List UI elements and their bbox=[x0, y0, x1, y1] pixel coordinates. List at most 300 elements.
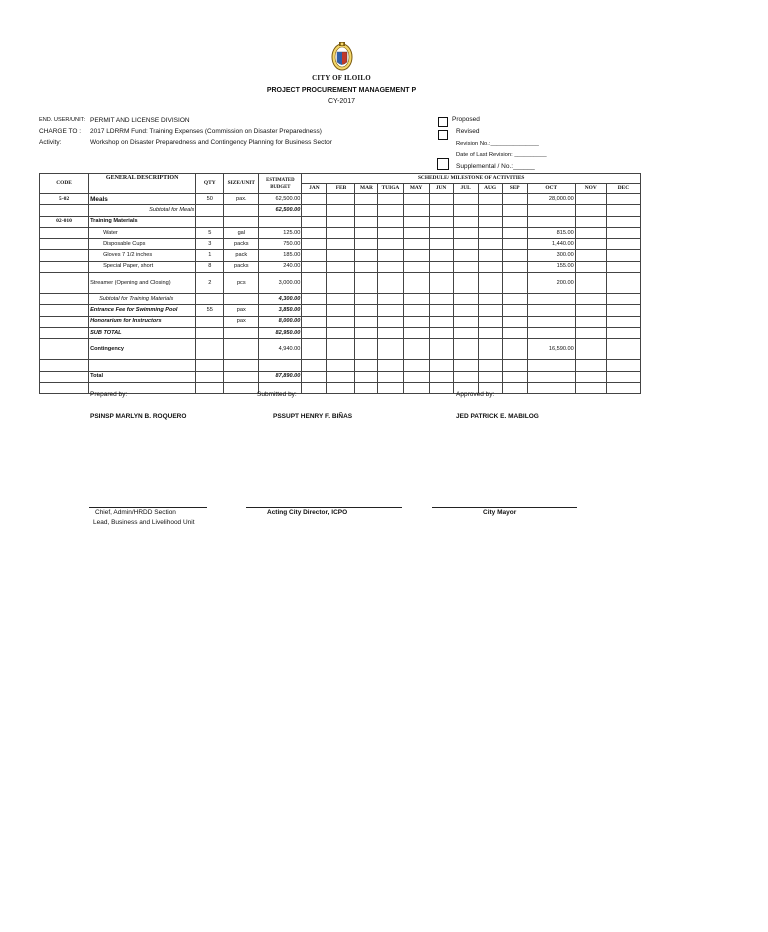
month-cell bbox=[478, 339, 502, 360]
header-qty: QTY bbox=[196, 174, 224, 194]
unit-cell bbox=[224, 205, 259, 216]
month-cell bbox=[478, 261, 502, 272]
unit-cell bbox=[224, 371, 259, 382]
budget-cell: 3,850.00 bbox=[259, 305, 302, 316]
budget-cell: 125.00 bbox=[259, 227, 302, 238]
october-cell bbox=[527, 216, 575, 227]
budget-cell: 82,950.00 bbox=[259, 327, 302, 338]
month-cell bbox=[403, 294, 429, 305]
month-cell bbox=[403, 261, 429, 272]
unit-cell: pax. bbox=[224, 194, 259, 205]
description-cell: Entrance Fee for Swimming Pool bbox=[89, 305, 196, 316]
month-cell bbox=[429, 294, 453, 305]
month-cell bbox=[327, 205, 355, 216]
month-cell bbox=[429, 194, 453, 205]
month-cell bbox=[478, 216, 502, 227]
month-cell bbox=[429, 261, 453, 272]
month-cell bbox=[575, 339, 606, 360]
month-cell bbox=[606, 371, 640, 382]
code-cell bbox=[40, 205, 89, 216]
month-cell bbox=[502, 239, 527, 250]
month-cell bbox=[453, 261, 478, 272]
budget-cell bbox=[259, 216, 302, 227]
month-cell bbox=[302, 382, 327, 393]
month-cell bbox=[575, 316, 606, 327]
month-cell bbox=[403, 216, 429, 227]
month-cell bbox=[429, 250, 453, 261]
submitted-signature-line bbox=[246, 507, 402, 508]
month-cell bbox=[606, 205, 640, 216]
budget-cell: 62,500.00 bbox=[259, 194, 302, 205]
month-cell bbox=[429, 305, 453, 316]
month-cell bbox=[302, 339, 327, 360]
month-cell bbox=[378, 273, 403, 294]
month-cell bbox=[606, 305, 640, 316]
month-cell bbox=[355, 261, 378, 272]
table-row bbox=[40, 294, 641, 305]
code-cell bbox=[40, 239, 89, 250]
month-cell bbox=[302, 273, 327, 294]
unit-cell bbox=[224, 327, 259, 338]
description-cell: Training Materials bbox=[89, 216, 196, 227]
budget-cell bbox=[259, 360, 302, 371]
month-cell bbox=[606, 327, 640, 338]
month-cell bbox=[478, 371, 502, 382]
month-cell bbox=[355, 205, 378, 216]
month-cell bbox=[403, 305, 429, 316]
unit-cell bbox=[224, 360, 259, 371]
budget-cell: 3,000.00 bbox=[259, 273, 302, 294]
month-cell bbox=[502, 360, 527, 371]
description-cell: Special Paper, short bbox=[89, 261, 196, 272]
month-cell bbox=[378, 305, 403, 316]
qty-cell: 50 bbox=[196, 194, 224, 205]
month-cell bbox=[453, 227, 478, 238]
description-cell: Gloves 7 1/2 inches bbox=[89, 250, 196, 261]
end-user-label: END. USER/UNIT: bbox=[39, 117, 85, 123]
month-cell bbox=[355, 382, 378, 393]
code-cell bbox=[40, 371, 89, 382]
month-cell bbox=[453, 371, 478, 382]
header-month: NOV bbox=[575, 184, 606, 194]
month-cell bbox=[478, 239, 502, 250]
unit-cell bbox=[224, 216, 259, 227]
month-cell bbox=[575, 327, 606, 338]
month-cell bbox=[327, 371, 355, 382]
budget-cell: 87,890.00 bbox=[259, 371, 302, 382]
header-budget: ESTIMATED BUDGET bbox=[259, 174, 302, 194]
code-cell bbox=[40, 339, 89, 360]
header-month: MAY bbox=[403, 184, 429, 194]
month-cell bbox=[502, 227, 527, 238]
supplemental-checkbox[interactable] bbox=[437, 158, 449, 170]
month-cell bbox=[355, 371, 378, 382]
month-cell bbox=[403, 273, 429, 294]
october-cell bbox=[527, 360, 575, 371]
header-month: FEB bbox=[327, 184, 355, 194]
table-row bbox=[40, 360, 641, 371]
month-cell bbox=[502, 261, 527, 272]
prepared-by-title-2: Lead, Business and Livelihood Unit bbox=[93, 519, 195, 526]
table-row bbox=[40, 339, 641, 360]
month-cell bbox=[478, 360, 502, 371]
description-cell: Streamer (Opening and Closing) bbox=[89, 273, 196, 294]
month-cell bbox=[429, 227, 453, 238]
qty-cell bbox=[196, 339, 224, 360]
unit-cell: gal bbox=[224, 227, 259, 238]
month-cell bbox=[302, 205, 327, 216]
month-cell bbox=[327, 382, 355, 393]
table-row bbox=[40, 227, 641, 238]
month-cell bbox=[502, 339, 527, 360]
header-month: MAR bbox=[355, 184, 378, 194]
month-cell bbox=[327, 227, 355, 238]
month-cell bbox=[355, 294, 378, 305]
qty-cell: 55 bbox=[196, 305, 224, 316]
month-cell bbox=[302, 294, 327, 305]
month-cell bbox=[302, 327, 327, 338]
month-cell bbox=[327, 316, 355, 327]
qty-cell bbox=[196, 205, 224, 216]
month-cell bbox=[453, 205, 478, 216]
description-cell: Disposable Cups bbox=[89, 239, 196, 250]
month-cell bbox=[355, 216, 378, 227]
table-row bbox=[40, 327, 641, 338]
month-cell bbox=[355, 273, 378, 294]
table-row bbox=[40, 382, 641, 393]
code-cell bbox=[40, 316, 89, 327]
table-row bbox=[40, 305, 641, 316]
header-description: GENERAL DESCRIPTION bbox=[89, 174, 196, 194]
month-cell bbox=[403, 194, 429, 205]
month-cell bbox=[606, 382, 640, 393]
qty-cell bbox=[196, 294, 224, 305]
qty-cell bbox=[196, 216, 224, 227]
month-cell bbox=[429, 339, 453, 360]
prepared-by-name: PSINSP MARLYN B. ROQUERO bbox=[90, 413, 187, 420]
month-cell bbox=[606, 194, 640, 205]
activity-label: Activity: bbox=[39, 139, 62, 146]
code-cell: 02-010 bbox=[40, 216, 89, 227]
month-cell bbox=[453, 360, 478, 371]
month-cell bbox=[478, 327, 502, 338]
revised-label: Revised bbox=[456, 128, 480, 135]
month-cell bbox=[302, 371, 327, 382]
month-cell bbox=[355, 316, 378, 327]
month-cell bbox=[453, 327, 478, 338]
month-cell bbox=[429, 216, 453, 227]
month-cell bbox=[478, 273, 502, 294]
month-cell bbox=[403, 250, 429, 261]
qty-cell: 2 bbox=[196, 273, 224, 294]
month-cell bbox=[606, 360, 640, 371]
month-cell bbox=[575, 205, 606, 216]
month-cell bbox=[606, 294, 640, 305]
code-cell bbox=[40, 382, 89, 393]
month-cell bbox=[403, 360, 429, 371]
month-cell bbox=[327, 261, 355, 272]
month-cell bbox=[575, 305, 606, 316]
october-cell: 155.00 bbox=[527, 261, 575, 272]
code-cell bbox=[40, 360, 89, 371]
unit-cell bbox=[224, 294, 259, 305]
month-cell bbox=[302, 305, 327, 316]
charge-to-label: CHARGE TO : bbox=[39, 128, 82, 135]
header-month: SEP bbox=[502, 184, 527, 194]
october-cell bbox=[527, 316, 575, 327]
month-cell bbox=[302, 194, 327, 205]
header-month: JAN bbox=[302, 184, 327, 194]
month-cell bbox=[478, 227, 502, 238]
month-cell bbox=[502, 371, 527, 382]
month-cell bbox=[302, 216, 327, 227]
qty-cell: 1 bbox=[196, 250, 224, 261]
month-cell bbox=[378, 261, 403, 272]
month-cell bbox=[378, 216, 403, 227]
october-cell: 28,000.00 bbox=[527, 194, 575, 205]
month-cell bbox=[378, 250, 403, 261]
month-cell bbox=[502, 382, 527, 393]
unit-cell: packs bbox=[224, 261, 259, 272]
month-cell bbox=[302, 316, 327, 327]
unit-cell bbox=[224, 339, 259, 360]
table-row bbox=[40, 239, 641, 250]
month-cell bbox=[403, 205, 429, 216]
proposed-checkbox[interactable] bbox=[438, 117, 448, 127]
end-user-value: PERMIT AND LICENSE DIVISION bbox=[90, 117, 190, 124]
month-cell bbox=[378, 316, 403, 327]
prepared-signature-line bbox=[89, 507, 207, 508]
month-cell bbox=[575, 360, 606, 371]
qty-cell: 8 bbox=[196, 261, 224, 272]
month-cell bbox=[302, 239, 327, 250]
table-row bbox=[40, 205, 641, 216]
table-row bbox=[40, 216, 641, 227]
description-cell: SUB TOTAL bbox=[89, 327, 196, 338]
month-cell bbox=[502, 216, 527, 227]
qty-cell bbox=[196, 316, 224, 327]
october-cell bbox=[527, 327, 575, 338]
month-cell bbox=[429, 273, 453, 294]
october-cell bbox=[527, 382, 575, 393]
budget-cell: 4,300.00 bbox=[259, 294, 302, 305]
month-cell bbox=[575, 194, 606, 205]
month-cell bbox=[606, 316, 640, 327]
qty-cell bbox=[196, 382, 224, 393]
table-row bbox=[40, 194, 641, 205]
month-cell bbox=[355, 239, 378, 250]
month-cell bbox=[502, 316, 527, 327]
month-cell bbox=[378, 339, 403, 360]
header-size: SIZE/UNIT bbox=[224, 174, 259, 194]
proposed-label: Proposed bbox=[452, 116, 480, 123]
table-row bbox=[40, 273, 641, 294]
unit-cell bbox=[224, 382, 259, 393]
code-cell bbox=[40, 250, 89, 261]
qty-cell: 3 bbox=[196, 239, 224, 250]
city-seal-icon bbox=[331, 40, 353, 72]
budget-cell: 4,940.00 bbox=[259, 339, 302, 360]
month-cell bbox=[502, 327, 527, 338]
month-cell bbox=[355, 250, 378, 261]
submitted-by-name: PSSUPT HENRY F. BIÑAS bbox=[273, 413, 353, 420]
header-month: OCT bbox=[527, 184, 575, 194]
month-cell bbox=[606, 250, 640, 261]
month-cell bbox=[355, 305, 378, 316]
month-cell bbox=[606, 339, 640, 360]
header-month: TUIGA bbox=[378, 184, 403, 194]
month-cell bbox=[378, 239, 403, 250]
month-cell bbox=[327, 294, 355, 305]
submitted-by-title: Acting City Director, ICPO bbox=[267, 509, 348, 516]
month-cell bbox=[429, 239, 453, 250]
unit-cell: pax bbox=[224, 305, 259, 316]
october-cell: 200.00 bbox=[527, 273, 575, 294]
month-cell bbox=[575, 250, 606, 261]
code-cell bbox=[40, 273, 89, 294]
month-cell bbox=[502, 273, 527, 294]
month-cell bbox=[478, 294, 502, 305]
code-cell bbox=[40, 261, 89, 272]
description-cell: Total bbox=[89, 371, 196, 382]
month-cell bbox=[429, 316, 453, 327]
unit-cell: pcs bbox=[224, 273, 259, 294]
month-cell bbox=[502, 205, 527, 216]
table-row bbox=[40, 250, 641, 261]
code-cell: 5-02 bbox=[40, 194, 89, 205]
month-cell bbox=[403, 316, 429, 327]
month-cell bbox=[575, 273, 606, 294]
header-code: CODE bbox=[40, 174, 89, 194]
october-cell: 16,590.00 bbox=[527, 339, 575, 360]
prepared-by-title-1: Chief, Admin/HRDD Section bbox=[95, 509, 176, 516]
month-cell bbox=[453, 250, 478, 261]
month-cell bbox=[355, 360, 378, 371]
month-cell bbox=[478, 194, 502, 205]
unit-cell: pack bbox=[224, 250, 259, 261]
header-month: JUL bbox=[453, 184, 478, 194]
prepared-by-label: Prepared by: bbox=[90, 391, 128, 398]
month-cell bbox=[378, 360, 403, 371]
month-cell bbox=[453, 339, 478, 360]
month-cell bbox=[403, 371, 429, 382]
code-cell bbox=[40, 327, 89, 338]
october-cell bbox=[527, 305, 575, 316]
document-title: PROJECT PROCUREMENT MANAGEMENT P bbox=[266, 87, 417, 94]
budget-cell: 185.00 bbox=[259, 250, 302, 261]
month-cell bbox=[575, 216, 606, 227]
description-cell: Subtotal for Training Materials bbox=[89, 294, 196, 305]
month-cell bbox=[302, 360, 327, 371]
budget-cell: 62,500.00 bbox=[259, 205, 302, 216]
submitted-by-label: Submitted by: bbox=[257, 391, 297, 398]
table-row bbox=[40, 261, 641, 272]
revised-checkbox[interactable] bbox=[438, 130, 448, 140]
month-cell bbox=[378, 327, 403, 338]
unit-cell: pax bbox=[224, 316, 259, 327]
date-last-revision: Date of Last Revision: __________ bbox=[456, 152, 547, 158]
month-cell bbox=[327, 194, 355, 205]
month-cell bbox=[403, 382, 429, 393]
month-cell bbox=[502, 194, 527, 205]
month-cell bbox=[429, 360, 453, 371]
month-cell bbox=[327, 239, 355, 250]
revision-no: Revision No.:_______________ bbox=[456, 141, 539, 147]
month-cell bbox=[575, 261, 606, 272]
october-cell: 300.00 bbox=[527, 250, 575, 261]
month-cell bbox=[355, 194, 378, 205]
budget-cell: 8,000.00 bbox=[259, 316, 302, 327]
header-month: DEC bbox=[606, 184, 640, 194]
month-cell bbox=[575, 239, 606, 250]
description-cell: Contingency bbox=[89, 339, 196, 360]
document-year: CY-2017 bbox=[328, 98, 355, 105]
october-cell bbox=[527, 205, 575, 216]
month-cell bbox=[302, 227, 327, 238]
table-row bbox=[40, 316, 641, 327]
month-cell bbox=[478, 316, 502, 327]
month-cell bbox=[453, 305, 478, 316]
description-cell bbox=[89, 360, 196, 371]
approved-by-name: JED PATRICK E. MABILOG bbox=[456, 413, 539, 420]
month-cell bbox=[429, 205, 453, 216]
month-cell bbox=[327, 250, 355, 261]
month-cell bbox=[327, 339, 355, 360]
month-cell bbox=[606, 216, 640, 227]
qty-cell bbox=[196, 360, 224, 371]
month-cell bbox=[575, 371, 606, 382]
month-cell bbox=[327, 273, 355, 294]
header-month: JUN bbox=[429, 184, 453, 194]
month-cell bbox=[575, 227, 606, 238]
october-cell bbox=[527, 371, 575, 382]
code-cell bbox=[40, 305, 89, 316]
description-cell: Water bbox=[89, 227, 196, 238]
october-cell bbox=[527, 294, 575, 305]
header-month: AUG bbox=[478, 184, 502, 194]
description-cell: Meals bbox=[89, 194, 196, 205]
month-cell bbox=[327, 305, 355, 316]
month-cell bbox=[327, 327, 355, 338]
month-cell bbox=[606, 273, 640, 294]
month-cell bbox=[378, 227, 403, 238]
month-cell bbox=[453, 316, 478, 327]
month-cell bbox=[453, 194, 478, 205]
supplemental-label: Supplemental / No.:______ bbox=[456, 163, 535, 170]
unit-cell: packs bbox=[224, 239, 259, 250]
charge-to-value: 2017 LDRRM Fund: Training Expenses (Commission on Disaster Preparedness) bbox=[90, 128, 322, 135]
month-cell bbox=[355, 339, 378, 360]
table-row bbox=[40, 371, 641, 382]
month-cell bbox=[453, 239, 478, 250]
code-cell bbox=[40, 227, 89, 238]
month-cell bbox=[502, 305, 527, 316]
month-cell bbox=[453, 216, 478, 227]
activity-value: Workshop on Disaster Preparedness and Contingency Planning for Business Sector bbox=[90, 139, 332, 146]
month-cell bbox=[355, 227, 378, 238]
qty-cell: 5 bbox=[196, 227, 224, 238]
october-cell: 1,440.00 bbox=[527, 239, 575, 250]
month-cell bbox=[302, 250, 327, 261]
month-cell bbox=[453, 273, 478, 294]
month-cell bbox=[478, 250, 502, 261]
month-cell bbox=[327, 216, 355, 227]
approved-by-label: Approved by: bbox=[456, 391, 495, 398]
qty-cell bbox=[196, 327, 224, 338]
month-cell bbox=[575, 294, 606, 305]
month-cell bbox=[403, 227, 429, 238]
description-cell: Subtotal for Meals bbox=[89, 205, 196, 216]
